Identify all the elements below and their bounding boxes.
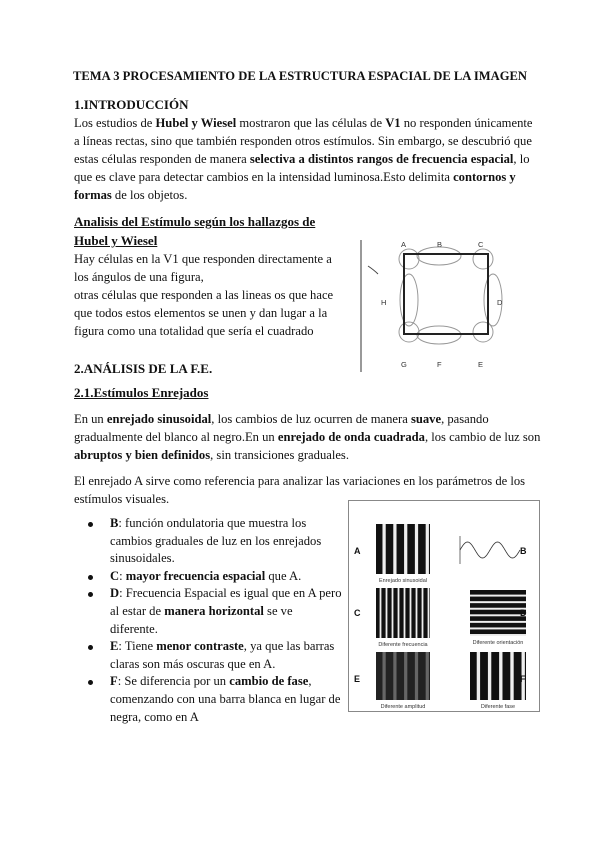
bold-text: suave [410,412,442,426]
bullet-item [80,638,342,673]
bold-text: selectiva a distintos rangos de frecuencia espacial [249,152,514,166]
document-title: TEMA 3 PROCESAMIENTO DE LA ESTRUCTURA ESPACIAL DE LA IMAGEN [72,69,528,83]
text: , pasando gradualmente del blanco al negro.En un [74,412,489,444]
text: : función ondulatoria que muestra los cambios graduales de luz en los enrejados sinusoidales. [110,516,322,566]
grating-panel [376,588,430,638]
grating-letter: D [520,608,527,618]
text: no responden únicamente a líneas rectas, sino que también responden otros estímulos. Sin embargo, se descubrió que estas células responden de manera [74,116,533,166]
gratings-paragraph [74,410,544,464]
grating-letter: C [354,608,361,618]
intro-heading: 1.INTRODUCCIÓN [74,97,189,112]
figure-label-e: E [478,360,484,369]
text: , comenzando con una barra blanca en lugar de negra, como en A [110,674,341,724]
grating-panel [376,652,430,700]
text: mostraron que las células de [236,116,386,130]
grating-letter: E [354,674,361,684]
grating-bullet-list [80,515,342,726]
analysis-section [74,212,346,340]
bold-text: Hubel y Wiesel [155,116,237,130]
analysis-heading: Analisis del Estímulo según los hallazgos de Hubel y Wiesel [74,214,316,248]
bold-text: contornos y formas [74,170,516,202]
figure-label-h: H [381,298,387,307]
text: se ve diferente. [110,603,293,636]
section-2-1-heading: 2.1.Estímulos Enrejados [74,385,209,400]
grating-panel [470,652,526,700]
bold-text: manera horizontal [164,603,264,618]
intro-paragraph [74,114,534,204]
figure-label-d: D [497,298,503,307]
square-receptive-fields-figure [356,232,516,374]
grating-caption: Diferente orientación [472,640,524,646]
text: : Tiene [118,639,157,654]
bullet-item [80,515,342,568]
grating-panel [376,524,430,574]
analysis-line-2: otras células que responden a las lineas os que hace que todos estos elementos se unen y dan lugar a la figura como una totalidad que sería el cuadrado [74,288,334,338]
bold-text: V1 [385,116,401,130]
analysis-line-1: Hay células en la V1 que responden directamente a los ángulos de una figura, [74,252,332,284]
intro-section [74,96,534,204]
text: de los objetos. [111,188,188,202]
grating-stimuli-figure [348,500,540,712]
bullet-item [80,585,342,638]
text: , sin transiciones graduales. [210,448,349,462]
bold-text: E [110,639,119,654]
text: que A. [265,568,302,583]
grating-caption: Diferente amplitud [380,704,426,710]
figure-label-g: G [401,360,407,369]
bold-text: cambio de fase [229,674,309,689]
bold-text: enrejado sinusoidal [106,412,212,426]
bold-text: mayor frecuencia espacial [125,568,266,583]
grating-letter: F [520,674,526,684]
text: : [119,568,126,583]
figure-label-c: C [478,240,484,249]
reference-paragraph: El enrejado A sirve como referencia para analizar las variaciones en los parámetros de los estímulos visuales. [74,474,526,506]
section-2-heading: 2.ANÁLISIS DE LA F.E. [74,361,213,376]
text: , lo que es clave para detectar cambios en la intensidad luminosa.Esto delimita [74,152,530,184]
text: , ya que las barras claras son más oscuras que en A. [110,639,335,671]
bold-text: D [110,586,120,601]
grating-caption: Enrejado sinusoidal [378,578,428,584]
section-2 [74,360,544,508]
figure-label-b: B [437,240,443,249]
grating-panel [470,590,526,636]
grating-letter: A [354,546,361,556]
bold-text: enrejado de onda cuadrada [277,430,425,444]
text: : Frecuencia Espacial es igual que en A pero al estar de [110,586,342,618]
bullet-item [80,673,342,726]
figure-label-a: A [401,240,407,249]
grating-caption: Diferente fase [480,704,516,710]
bullet-item [80,568,342,586]
grating-caption: Diferente frecuencia [378,642,428,648]
text: En un [74,412,107,426]
figure-label-f: F [437,360,442,369]
bold-text: C [110,568,120,583]
grating-letter: B [520,546,527,556]
text: : Se diferencia por un [117,674,230,689]
bold-text: B [110,516,119,530]
text: , los cambios de luz ocurren de manera [211,412,411,426]
bold-text: F [110,674,118,689]
bold-text: menor contraste [156,639,244,654]
text: , los cambio de luz son [424,430,541,444]
bold-text: abruptos y bien definidos [74,448,211,462]
text: Los estudios de [74,116,156,130]
